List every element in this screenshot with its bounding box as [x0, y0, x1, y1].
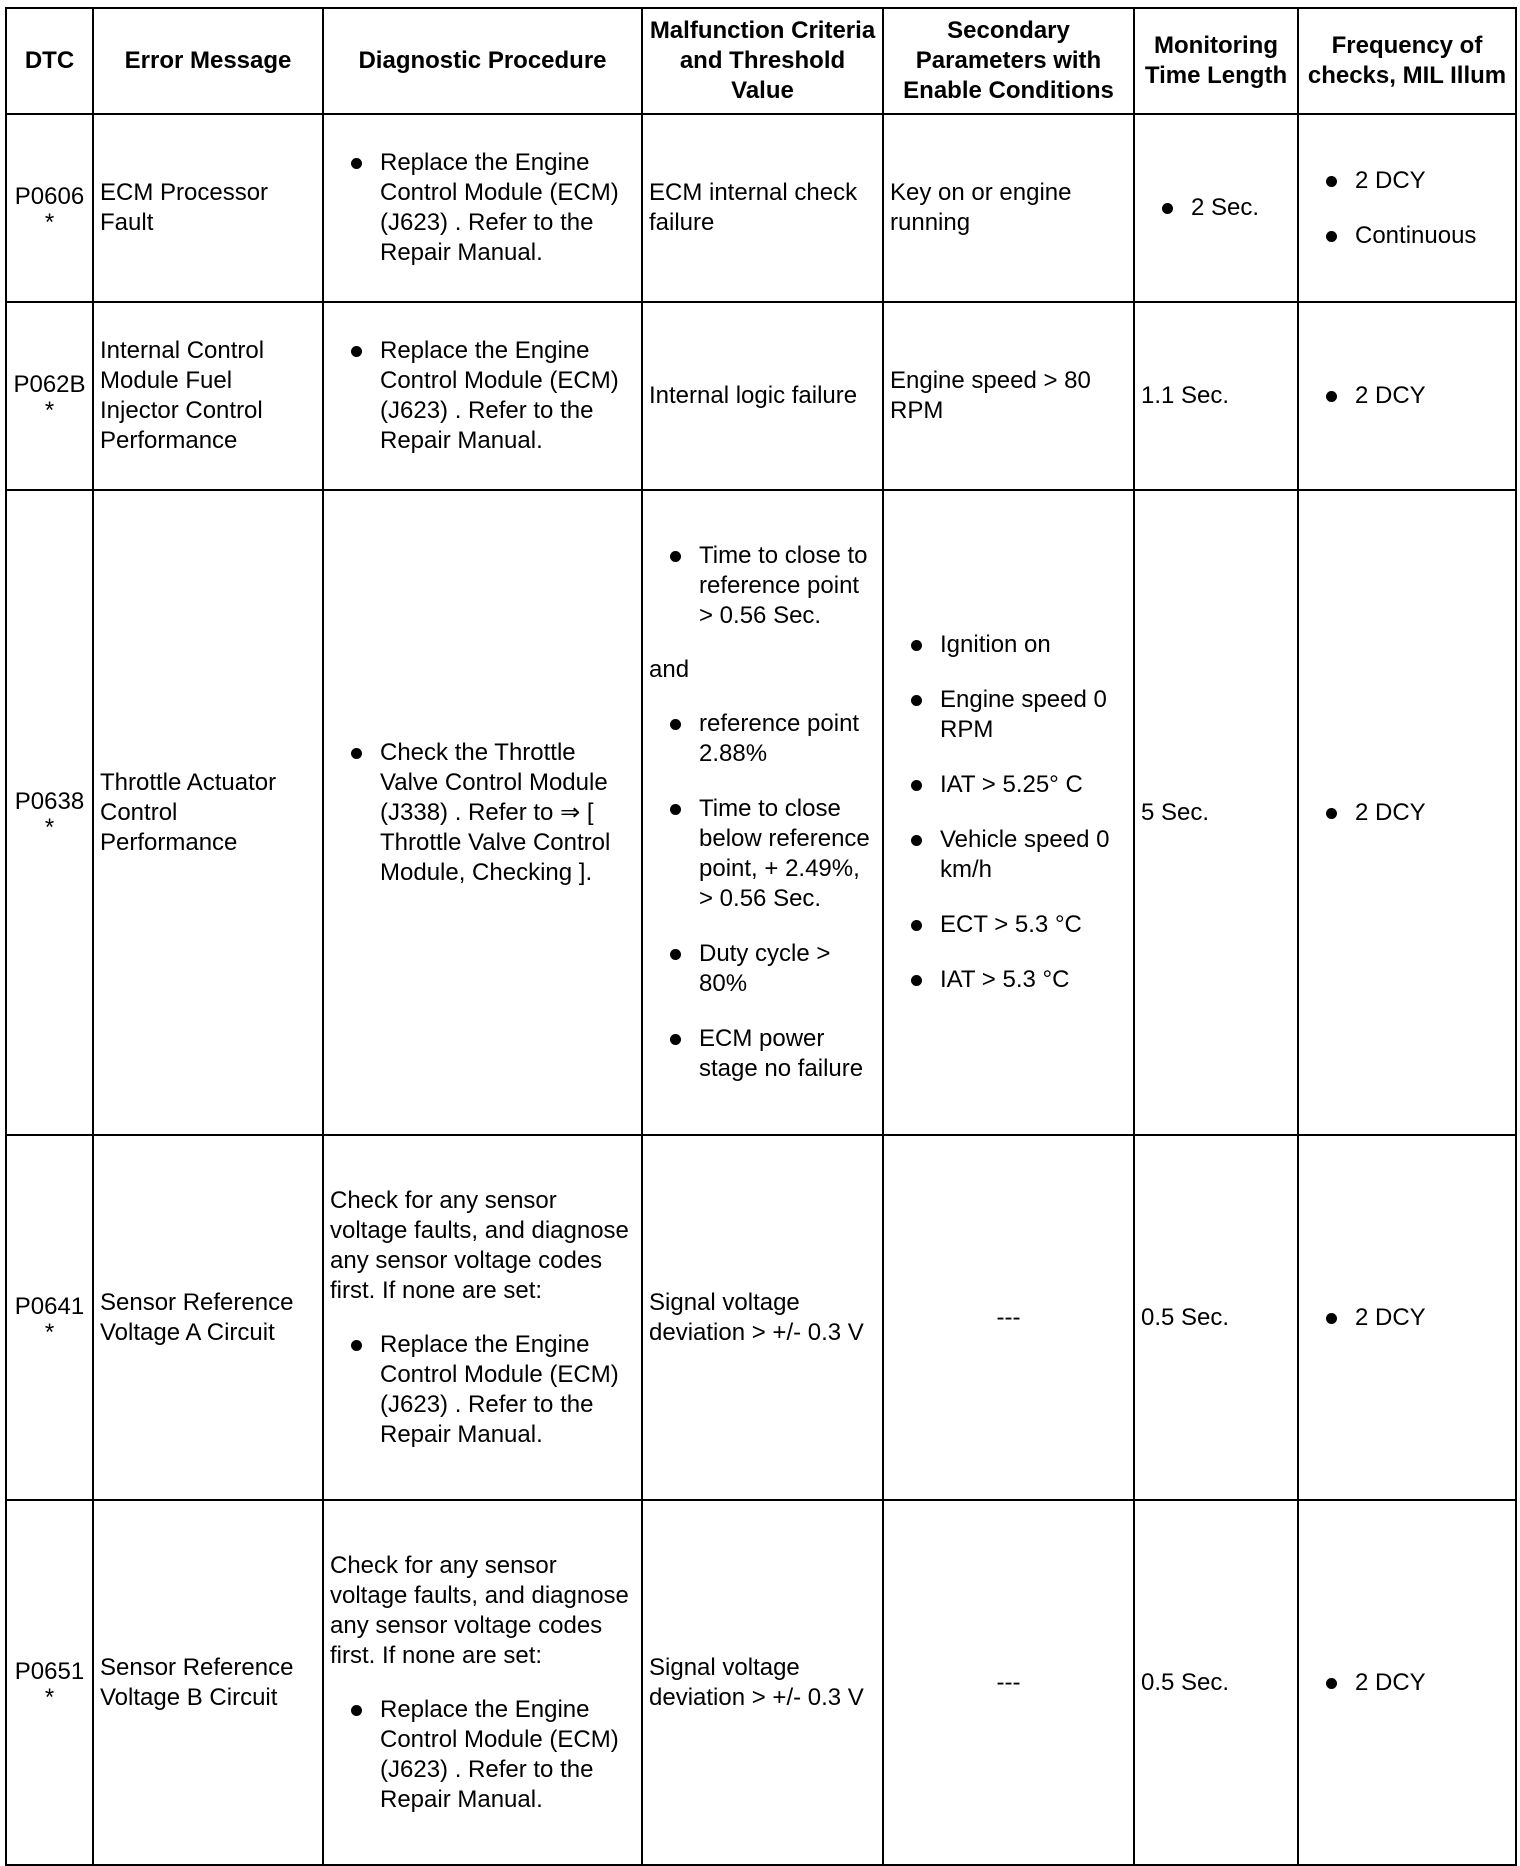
dtc-code-cell: [6, 1135, 93, 1500]
monitoring-time: 1.1 Sec.: [1134, 302, 1298, 490]
header-frequency: Frequency of checks, MIL Illum: [1298, 8, 1516, 114]
dtc-code: P0638: [14, 787, 85, 815]
secondary-parameters: Engine speed > 80 RPM: [883, 302, 1134, 490]
dtc-star: *: [44, 813, 55, 841]
header-row: [6, 8, 1516, 114]
monitoring-time: 0.5 Sec.: [1134, 1500, 1298, 1865]
dtc-code: P0651: [14, 1657, 85, 1685]
table-row: [6, 1500, 1516, 1865]
malfunction-criteria: Signal voltage deviation > +/- 0.3 V: [642, 1500, 883, 1865]
error-message: ECM Processor Fault: [93, 114, 323, 302]
monitoring-time: 0.5 Sec.: [1134, 1135, 1298, 1500]
error-message: Sensor Reference Voltage A Circuit: [93, 1135, 323, 1500]
dtc-code-cell: [6, 1500, 93, 1865]
diagnostic-procedure: [323, 114, 642, 302]
criteria-item: Time to close below reference point, + 2.49%, > 0.56 Sec.: [649, 794, 876, 914]
frequency: [1298, 302, 1516, 490]
procedure-step: Replace the Engine Control Module (ECM) (J623) . Refer to the Repair Manual.: [330, 148, 635, 268]
secondary-item: IAT > 5.3 °C: [890, 965, 1127, 995]
frequency: [1298, 114, 1516, 302]
table-row: [6, 302, 1516, 490]
secondary-item: Engine speed 0 RPM: [890, 685, 1127, 745]
header-monitoring-time: Monitoring Time Length: [1134, 8, 1298, 114]
dtc-star: *: [44, 1683, 55, 1711]
secondary-item: IAT > 5.25° C: [890, 770, 1127, 800]
dtc-table: [5, 7, 1517, 1866]
error-message: Throttle Actuator Control Performance: [93, 490, 323, 1135]
diagnostic-procedure: [323, 490, 642, 1135]
secondary-item: Ignition on: [890, 630, 1127, 660]
header-malfunction-criteria: Malfunction Criteria and Threshold Value: [642, 8, 883, 114]
secondary-item: Vehicle speed 0 km/h: [890, 825, 1127, 885]
malfunction-criteria: Signal voltage deviation > +/- 0.3 V: [642, 1135, 883, 1500]
criteria-item: Duty cycle > 80%: [649, 939, 876, 999]
frequency-item: Continuous: [1305, 221, 1509, 251]
dtc-code-cell: [6, 114, 93, 302]
malfunction-criteria: ECM internal check failure: [642, 114, 883, 302]
header-dtc: DTC: [6, 8, 93, 114]
dtc-code-cell: [6, 302, 93, 490]
header-secondary-parameters: Secondary Parameters with Enable Conditions: [883, 8, 1134, 114]
procedure-step: Replace the Engine Control Module (ECM) (J623) . Refer to the Repair Manual.: [330, 1330, 635, 1450]
secondary-item: ECT > 5.3 °C: [890, 910, 1127, 940]
procedure-intro: Check for any sensor voltage faults, and diagnose any sensor voltage codes first. If none are set:: [330, 1186, 629, 1304]
diagnostic-procedure: [323, 302, 642, 490]
error-message: Internal Control Module Fuel Injector Control Performance: [93, 302, 323, 490]
procedure-step: Check the Throttle Valve Control Module (J338) . Refer to ⇒ [ Throttle Valve Control Module, Checking ].: [330, 738, 635, 888]
diagnostic-procedure: [323, 1135, 642, 1500]
frequency: [1298, 1500, 1516, 1865]
procedure-intro: Check for any sensor voltage faults, and diagnose any sensor voltage codes first. If none are set:: [330, 1551, 629, 1669]
table-row: [6, 490, 1516, 1135]
monitoring-item: 2 Sec.: [1141, 193, 1291, 223]
diagnostic-procedure: [323, 1500, 642, 1865]
header-diagnostic-procedure: Diagnostic Procedure: [323, 8, 642, 114]
table-row: [6, 1135, 1516, 1500]
procedure-step: Replace the Engine Control Module (ECM) (J623) . Refer to the Repair Manual.: [330, 1695, 635, 1815]
table-row: [6, 114, 1516, 302]
criteria-item: reference point 2.88%: [649, 709, 876, 769]
dtc-code-cell: [6, 490, 93, 1135]
malfunction-criteria: Internal logic failure: [642, 302, 883, 490]
secondary-parameters: Key on or engine running: [883, 114, 1134, 302]
dtc-star: *: [44, 209, 55, 236]
criteria-item: Time to close to reference point > 0.56 Sec.: [649, 541, 876, 631]
secondary-parameters: ---: [883, 1500, 1134, 1865]
error-message: Sensor Reference Voltage B Circuit: [93, 1500, 323, 1865]
frequency-item: 2 DCY: [1305, 381, 1509, 411]
header-error-message: Error Message: [93, 8, 323, 114]
frequency-item: 2 DCY: [1305, 1668, 1509, 1698]
dtc-code: P0606: [14, 183, 85, 210]
frequency-item: 2 DCY: [1305, 798, 1509, 828]
procedure-step: Replace the Engine Control Module (ECM) (J623) . Refer to the Repair Manual.: [330, 336, 635, 456]
frequency-item: 2 DCY: [1305, 166, 1509, 196]
secondary-parameters: ---: [883, 1135, 1134, 1500]
malfunction-criteria: [642, 490, 883, 1135]
criteria-joiner: and: [649, 656, 690, 683]
frequency: [1298, 1135, 1516, 1500]
monitoring-time: [1134, 114, 1298, 302]
frequency: [1298, 490, 1516, 1135]
criteria-item: ECM power stage no failure: [649, 1024, 876, 1084]
dtc-star: *: [44, 397, 55, 424]
secondary-parameters: [883, 490, 1134, 1135]
dtc-code: P062B: [13, 371, 86, 398]
dtc-star: *: [44, 1318, 55, 1346]
dtc-code: P0641: [14, 1292, 85, 1320]
frequency-item: 2 DCY: [1305, 1303, 1509, 1333]
monitoring-time: 5 Sec.: [1134, 490, 1298, 1135]
